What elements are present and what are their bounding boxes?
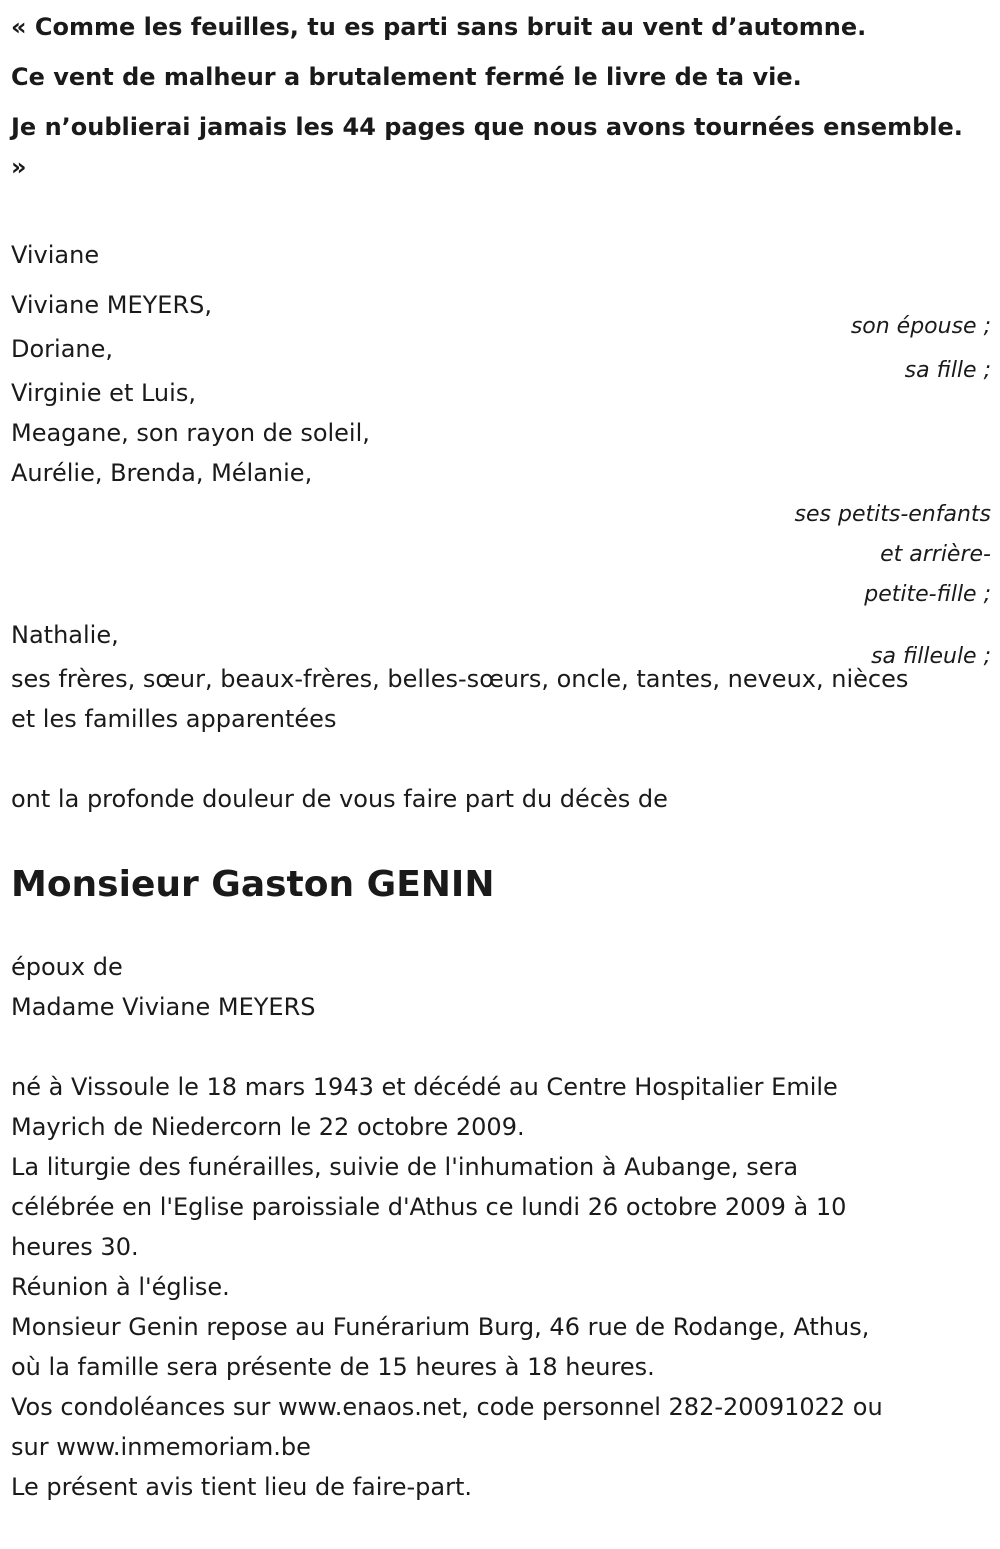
grandchildren-line: Virginie et Luis, [11,379,196,407]
details-line: sur www.inmemoriam.be [11,1433,311,1461]
relatives-line: ses frères, sœur, beaux-frères, belles-sœurs, oncle, tantes, neveux, nièces [11,665,909,693]
grandchildren-line: Aurélie, Brenda, Mélanie, [11,459,313,487]
goddaughter-role: sa filleule ; [871,644,991,669]
spouse-of-label: époux de [11,953,123,981]
spacer [11,187,991,235]
quote-close: » [11,153,27,181]
deceased-name: Monsieur Gaston GENIN [11,864,495,905]
signature: Viviane [11,241,100,269]
details-line: Le présent avis tient lieu de faire-part. [11,1473,473,1501]
details-line: La liturgie des funérailles, suivie de l'inhumation à Aubange, sera [11,1153,799,1181]
details-line: célébrée en l'Eglise paroissiale d'Athus ce lundi 26 octobre 2009 à 10 [11,1193,847,1221]
family-list [11,235,991,739]
details-line: né à Vissoule le 18 mars 1943 et décédé au Centre Hospitalier Emile [11,1073,838,1101]
quote-line: Je n’oublierai jamais les 44 pages que nous avons tournées ensemble. [11,113,963,141]
spouse-role: son épouse ; [850,314,991,339]
spacer [11,739,991,779]
spouse-name: Viviane MEYERS, [11,291,212,319]
details-line: Réunion à l'église. [11,1273,230,1301]
relatives-line: et les familles apparentées [11,705,337,733]
funeral-details [11,1067,991,1507]
spouse-of-name: Madame Viviane MEYERS [11,993,316,1021]
grandchildren-line: Meagane, son rayon de soleil, [11,419,370,447]
quote-line: Ce vent de malheur a brutalement fermé le livre de ta vie. [11,63,802,91]
grandchildren-role: et arrière- [880,542,991,567]
opening-quote [11,0,991,187]
daughter-name: Doriane, [11,335,114,363]
details-line: Monsieur Genin repose au Funérarium Burg, 46 rue de Rodange, Athus, [11,1313,870,1341]
spouse-of [11,947,991,1027]
grandchildren-role: ses petits-enfants [794,502,991,527]
spacer [11,1027,991,1067]
details-line: Vos condoléances sur www.enaos.net, code personnel 282-20091022 ou [11,1393,883,1421]
details-line: heures 30. [11,1233,139,1261]
grandchildren-role: petite-fille ; [864,582,991,607]
details-line: où la famille sera présente de 15 heures à 18 heures. [11,1353,655,1381]
announcement: ont la profonde douleur de vous faire part du décès de [11,785,668,813]
goddaughter-name: Nathalie, [11,621,119,649]
details-line: Mayrich de Niedercorn le 22 octobre 2009. [11,1113,525,1141]
daughter-role: sa fille ; [904,358,991,383]
quote-line: « Comme les feuilles, tu es parti sans bruit au vent d’automne. [11,13,867,41]
